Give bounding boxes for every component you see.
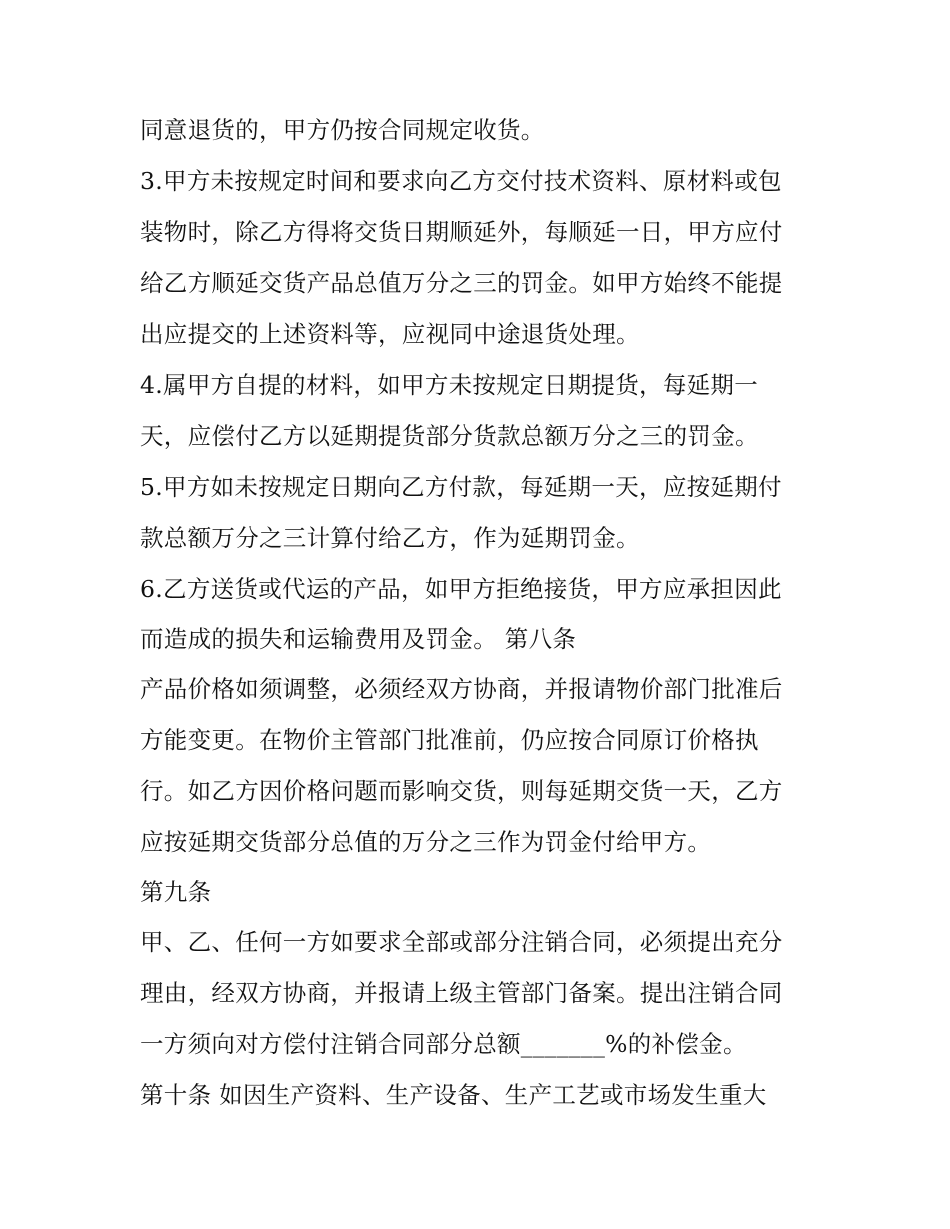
text-line: 同意退货的，甲方仍按合同规定收货。 bbox=[140, 116, 545, 144]
clause-5-line: 5.甲方如未按规定日期向乙方付款，每延期一天，应按延期付 bbox=[140, 473, 782, 501]
text-line: 出应提交的上述资料等，应视同中途退货处理。 bbox=[140, 320, 640, 348]
compensation-blank-line: 一方须向对方偿付注销合同部分总额_______%的补偿金。 bbox=[140, 1030, 747, 1058]
text-line: 甲、乙、任何一方如要求全部或部分注销合同，必须提出充分 bbox=[140, 928, 783, 956]
clause-3-line: 3.甲方未按规定时间和要求向乙方交付技术资料、原材料或包 bbox=[140, 167, 782, 195]
article-9-heading: 第九条 bbox=[140, 878, 212, 906]
text-line: 天，应偿付乙方以延期提货部分货款总额万分之三的罚金。 bbox=[140, 422, 759, 450]
text-line: 行。如乙方因价格问题而影响交货，则每延期交货一天，乙方 bbox=[140, 777, 783, 805]
clause-6-line: 6.乙方送货或代运的产品，如甲方拒绝接货，甲方应承担因此 bbox=[140, 575, 782, 603]
text-line: 应按延期交货部分总值的万分之三作为罚金付给甲方。 bbox=[140, 828, 712, 856]
clause-4-line: 4.属甲方自提的材料，如甲方未按规定日期提货，每延期一 bbox=[140, 371, 759, 399]
text-line: 款总额万分之三计算付给乙方，作为延期罚金。 bbox=[140, 524, 640, 552]
text-line: 装物时，除乙方得将交货日期顺延外，每顺延一日，甲方应付 bbox=[140, 218, 783, 246]
text-line: 方能变更。在物价主管部门批准前，仍应按合同原订价格执 bbox=[140, 726, 759, 754]
text-line: 理由，经双方协商，并报请上级主管部门备案。提出注销合同 bbox=[140, 979, 783, 1007]
article-8-heading-line: 而造成的损失和运输费用及罚金。 第八条 bbox=[140, 625, 577, 653]
text-line: 产品价格如须调整，必须经双方协商，并报请物价部门批准后 bbox=[140, 675, 783, 703]
article-10-line: 第十条 如因生产资料、生产设备、生产工艺或市场发生重大 bbox=[140, 1081, 767, 1109]
text-line: 给乙方顺延交货产品总值万分之三的罚金。如甲方始终不能提 bbox=[140, 269, 783, 297]
